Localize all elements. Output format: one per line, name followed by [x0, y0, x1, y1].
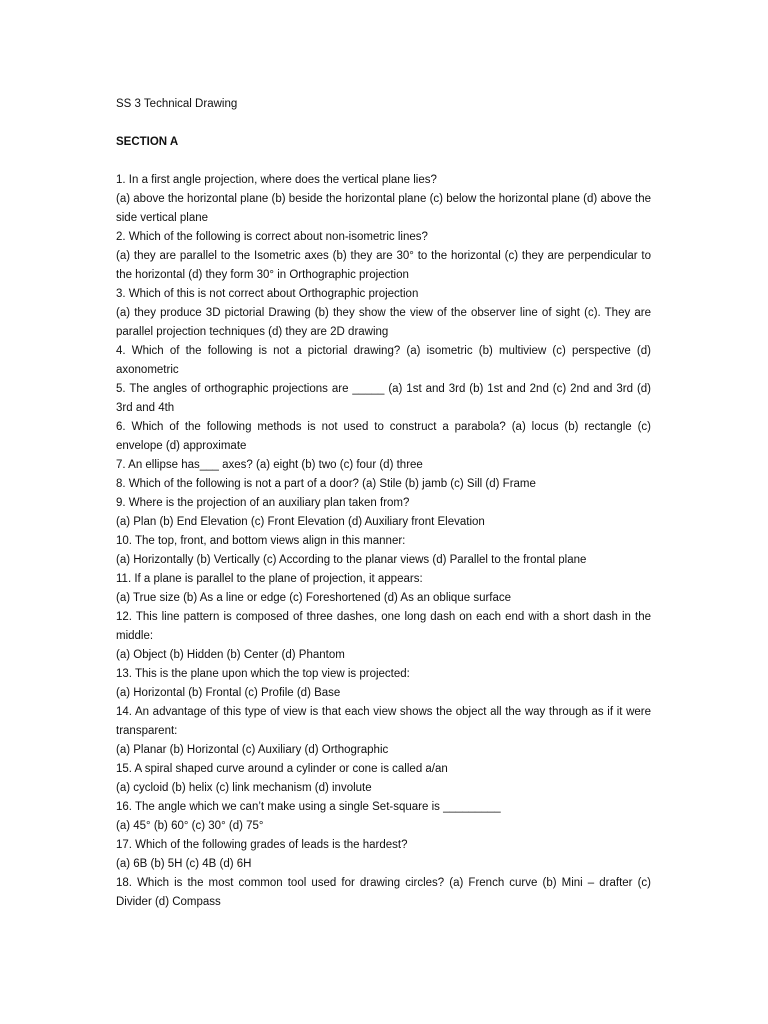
- answer-options: (a) Plan (b) End Elevation (c) Front Elevation (d) Auxiliary front Elevation: [116, 516, 485, 528]
- question-text: 13. This is the plane upon which the top view is projected:: [116, 668, 410, 680]
- answer-options: (a) 45° (b) 60° (c) 30° (d) 75°: [116, 820, 264, 832]
- question-text: 9. Where is the projection of an auxiliary plan taken from?: [116, 497, 410, 509]
- question-text: 7. An ellipse has___ axes? (a) eight (b) two (c) four (d) three: [116, 459, 423, 471]
- question-text: 5. The angles of orthographic projections are _____ (a) 1st and 3rd (b) 1st and 2nd (c) 2nd and 3rd (d) 3rd and 4th: [116, 383, 651, 414]
- answer-options: (a) 6B (b) 5H (c) 4B (d) 6H: [116, 858, 252, 870]
- section-heading: SECTION A: [116, 136, 179, 148]
- question-text: 11. If a plane is parallel to the plane of projection, it appears:: [116, 573, 423, 585]
- answer-options: (a) Object (b) Hidden (b) Center (d) Phantom: [116, 649, 345, 661]
- question-text: 2. Which of the following is correct about non-isometric lines?: [116, 231, 428, 243]
- question-text: 18. Which is the most common tool used for drawing circles? (a) French curve (b) Mini – drafter (c) Divider (d) Compass: [116, 877, 651, 908]
- question-text: 12. This line pattern is composed of three dashes, one long dash on each end with a short dash in the middle:: [116, 611, 651, 642]
- question-text: 14. An advantage of this type of view is that each view shows the object all the way through as if it were transparent:: [116, 706, 651, 737]
- answer-options: (a) Planar (b) Horizontal (c) Auxiliary (d) Orthographic: [116, 744, 389, 756]
- document-page: [116, 95, 651, 912]
- question-text: 17. Which of the following grades of leads is the hardest?: [116, 839, 408, 851]
- answer-options: (a) above the horizontal plane (b) beside the horizontal plane (c) below the horizontal plane (d) above the side vertical plane: [116, 193, 651, 224]
- answer-options: (a) Horizontally (b) Vertically (c) According to the planar views (d) Parallel to the frontal plane: [116, 554, 587, 566]
- question-text: 3. Which of this is not correct about Orthographic projection: [116, 288, 419, 300]
- answer-options: (a) they produce 3D pictorial Drawing (b) they show the view of the observer line of sight (c). They are parallel projection techniques (d) they are 2D drawing: [116, 307, 651, 338]
- question-text: 1. In a first angle projection, where does the vertical plane lies?: [116, 174, 437, 186]
- question-text: 16. The angle which we can’t make using a single Set-square is _________: [116, 801, 501, 813]
- question-text: 15. A spiral shaped curve around a cylinder or cone is called a/an: [116, 763, 448, 775]
- question-text: 10. The top, front, and bottom views align in this manner:: [116, 535, 406, 547]
- answer-options: (a) they are parallel to the Isometric axes (b) they are 30° to the horizontal (c) they are perpendicular to the horizontal (d) they form 30° in Orthographic projection: [116, 250, 651, 281]
- question-text: 4. Which of the following is not a pictorial drawing? (a) isometric (b) multiview (c) perspective (d) axonometric: [116, 345, 651, 376]
- answer-options: (a) cycloid (b) helix (c) link mechanism (d) involute: [116, 782, 372, 794]
- question-list: [116, 171, 651, 912]
- answer-options: (a) Horizontal (b) Frontal (c) Profile (d) Base: [116, 687, 341, 699]
- question-text: 6. Which of the following methods is not used to construct a parabola? (a) locus (b) rectangle (c) envelope (d) approximate: [116, 421, 651, 452]
- question-text: 8. Which of the following is not a part of a door? (a) Stile (b) jamb (c) Sill (d) Frame: [116, 478, 536, 490]
- document-title: SS 3 Technical Drawing: [116, 98, 238, 110]
- answer-options: (a) True size (b) As a line or edge (c) Foreshortened (d) As an oblique surface: [116, 592, 512, 604]
